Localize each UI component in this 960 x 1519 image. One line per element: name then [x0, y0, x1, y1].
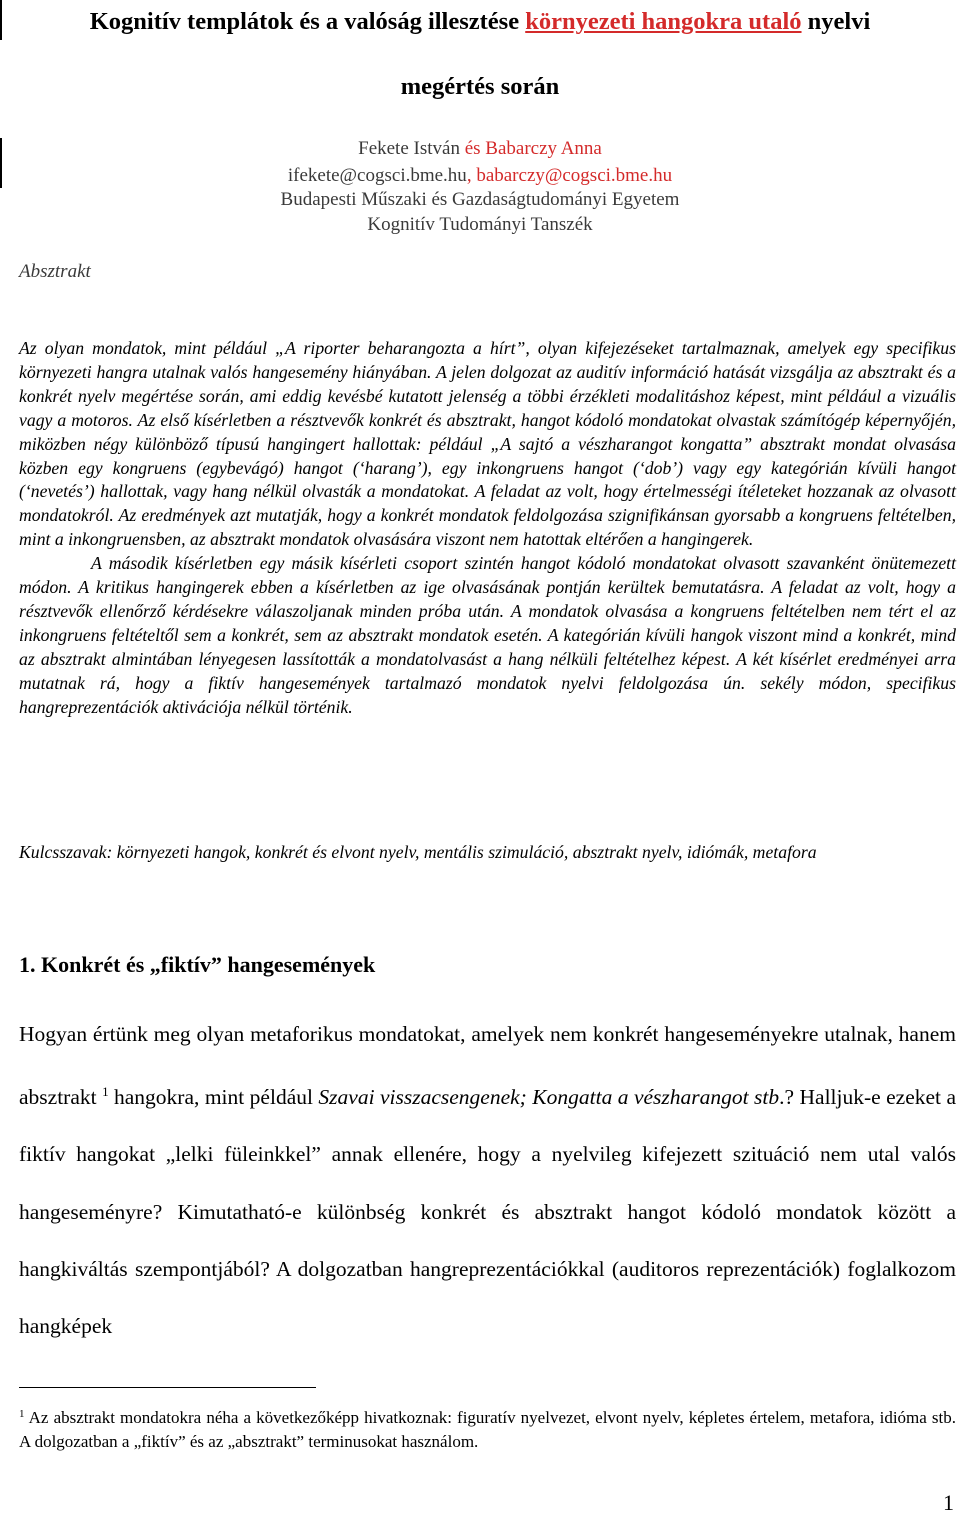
- footnote-reference[interactable]: 1: [102, 1084, 109, 1100]
- footnote: [19, 1402, 956, 1454]
- email-link[interactable]: ifekete@cogsci.bme.hu: [287, 165, 467, 186]
- email-link-revised[interactable]: , babarczy@cogsci.bme.hu: [466, 165, 673, 186]
- body-text: Hogyan értünk meg olyan metaforikus mondatokat, amelyek nem konkrét hangeseményekre utalnak, hanem absztrakt: [19, 1022, 956, 1110]
- body-example-text: Szavai visszacsengenek; Kongatta a vészharangot stb: [318, 1085, 780, 1110]
- author-name: Fekete István: [358, 138, 460, 159]
- abstract-sentence: Az első kísérletben a résztvevők konkrét és absztrakt, hangot kódoló mondatokat olvastak számítógép képernyőjén, miközben négy különböző típusú hangingert hallottak: például „A sajtó a vészharangot kongatta” absztrakt mondat olvasása közben egy kongruens (egybevágó) hangot (‘harang’), egy inkongruens hangot (‘dob’) vagy egy kategórián kívüli hangot (‘nevetés’) hallottak, vagy hang nélkül olvasták a mondatokat.: [19, 409, 957, 502]
- body-text: hangokra, mint például: [108, 1085, 319, 1110]
- author-emails: [0, 164, 960, 188]
- affiliation-department: Kognitív Tudományi Tanszék: [367, 214, 593, 235]
- paper-title-line-2: megértés során: [400, 73, 560, 100]
- abstract-sentence: A második kísérletben egy másik kísérleti csoport szintén hangot kódoló mondatokat olvasott szavanként önütemezett módon.: [19, 553, 956, 598]
- abstract-body: [19, 337, 956, 720]
- abstract-heading: Absztrakt: [19, 261, 91, 282]
- footnote-separator: [19, 1387, 316, 1388]
- section-heading: 1. Konkrét és „fiktív” hangesemények: [19, 952, 376, 977]
- abstract-paragraph: [19, 552, 956, 719]
- affiliation-university: Budapesti Műszaki és Gazdaságtudományi Egyetem: [280, 189, 680, 210]
- section-body: [19, 1006, 956, 1355]
- footnote-marker: 1: [19, 1408, 25, 1420]
- footnote-text: Az absztrakt mondatokra néha a következőképp hivatkoznak: figuratív nyelvezet, elvont nyelv, képletes értelem, metafora, idióma stb. A dolgozatban a „fiktív” és az „absztrakt” terminusokat használom.: [19, 1408, 956, 1451]
- body-text: .? Halljuk-e ezeket a fiktív hangokat „lelki füleinkkel” annak ellenére, hogy a nyelvileg kifejezett szituáció nem utal valós hangeseményre? Kimutatható-e különbség konkrét és absztrakt hangot kódoló mondatok között a hangkiváltás szempontjából? A dolgozatban hangreprezentációkkal (auditoros reprezentációk) foglalkozom hangképek: [19, 1085, 957, 1339]
- abstract-sentence: A kritikus hangingerek ebben a kísérletben az ige olvasásának pontján kerültek bemutatásra. A feladat az volt, hogy a résztvevők ellenőrző kérdésekre válaszoljanak minden próba után. A mondatok olvasása a kongruens feltételben nem tért el az inkongruens feltételtől sem a konkrét, sem az absztrakt mondatok esetén. A kategórián kívüli hangok viszont mind a konkrét, mind az absztrakt almintában lényegesen lassították a mondatolvasást a hang nélküli feltételhez képest.: [19, 577, 956, 669]
- abstract-paragraph: [19, 337, 956, 552]
- abstract-sentence: Az eredmények azt mutatják, hogy a konkrét mondatok feldolgozása szignifikánsan gyorsabb a kongruens feltételben, mint a inkongruensben, az absztrakt mondatok olvasására viszont nem hatottak eltérően a hangingerek.: [19, 505, 956, 550]
- paper-title-line-1: [0, 7, 960, 37]
- abstract-sentence: A két kísérlet eredményei arra mutatnak rá, hogy a fiktív hangesemények tartalmazó mondatok nyelvi feldolgozása ún. sekély módon, specifikus hangreprezentációk aktivációja nélkül történik.: [19, 648, 957, 717]
- abstract-sentence: A jelen dolgozat az auditív információ hatását vizsgálja az absztrakt és a konkrét nyelv megértése során, ami eddig kevésbé kutatott jelenség a többi érzékleti modalitáshoz képest, mint például a vizuális vagy a motoros.: [19, 361, 957, 430]
- author-name-revised: és Babarczy Anna: [459, 138, 602, 159]
- abstract-sentence: Az olyan mondatok, mint például „A riporter beharangozta a hírt”, olyan kifejezéseket tartalmaznak, amelyek egy specifikus környezeti hangra utalnak valós hangesemény hiányában.: [19, 338, 956, 382]
- title-text: Kognitív templátok és a valóság illesztése: [89, 8, 526, 35]
- page-number: 1: [943, 1490, 954, 1515]
- authors: [0, 137, 960, 161]
- title-text: nyelvi: [801, 8, 871, 35]
- abstract-sentence: A feladat az volt, hogy értelmességi ítéleteket hozzanak az olvasott mondatokról.: [19, 481, 956, 526]
- keywords: Kulcsszavak: környezeti hangok, konkrét és elvont nyelv, mentális szimuláció, absztrakt nyelv, idiómák, metafora: [19, 842, 817, 862]
- title-revised-text: környezeti hangokra utaló: [525, 8, 802, 35]
